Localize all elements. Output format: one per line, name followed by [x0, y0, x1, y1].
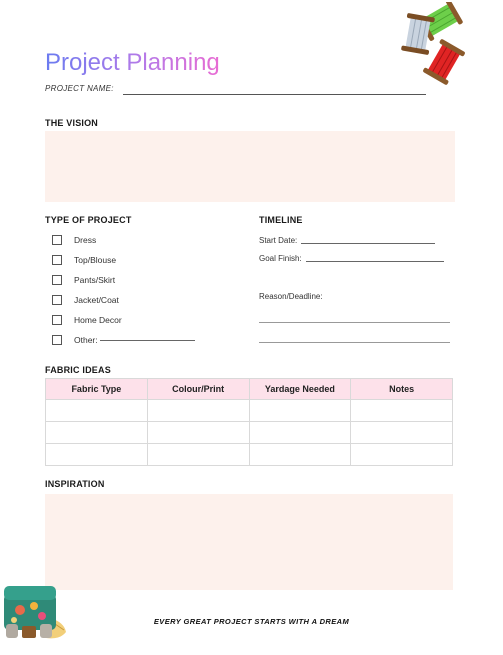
table-cell[interactable]	[351, 422, 453, 444]
table-cell[interactable]	[249, 444, 351, 466]
reason-line-2[interactable]	[259, 342, 450, 343]
inspiration-heading: INSPIRATION	[45, 479, 105, 489]
project-type-top-blouse[interactable]: Top/Blouse	[52, 253, 116, 267]
project-type-pants-skirt[interactable]: Pants/Skirt	[52, 273, 115, 287]
table-cell[interactable]	[46, 444, 148, 466]
fabric-ideas-table	[45, 378, 453, 466]
timeline-heading: TIMELINE	[259, 215, 303, 225]
table-cell[interactable]	[351, 400, 453, 422]
table-row	[46, 444, 453, 466]
checkbox[interactable]	[52, 235, 62, 245]
vision-box[interactable]	[45, 131, 455, 202]
start-date-row[interactable]	[259, 236, 435, 245]
thread-spools-illustration	[398, 2, 478, 86]
page-title: Project Planning	[45, 49, 220, 76]
inspiration-box[interactable]	[45, 494, 453, 590]
project-type-jacket-coat[interactable]: Jacket/Coat	[52, 293, 119, 307]
checkbox[interactable]	[52, 335, 62, 345]
checkbox[interactable]	[52, 275, 62, 285]
start-date-line[interactable]	[301, 243, 435, 244]
reason-line-1[interactable]	[259, 322, 450, 323]
goal-finish-line[interactable]	[306, 261, 444, 262]
column-header: Fabric Type	[46, 379, 148, 400]
project-type-other[interactable]: Other:	[52, 333, 195, 347]
footer-tagline: EVERY GREAT PROJECT STARTS WITH A DREAM	[153, 617, 350, 626]
type-of-project-heading: TYPE OF PROJECT	[45, 215, 132, 225]
table-cell[interactable]	[351, 444, 453, 466]
table-row	[46, 400, 453, 422]
sewing-box-illustration	[0, 578, 68, 644]
table-cell[interactable]	[147, 444, 249, 466]
table-cell[interactable]	[249, 400, 351, 422]
project-name-label: PROJECT NAME:	[45, 84, 114, 93]
table-cell[interactable]	[147, 400, 249, 422]
project-name-line[interactable]	[123, 94, 426, 95]
goal-finish-label: Goal Finish:	[259, 254, 302, 263]
checkbox[interactable]	[52, 255, 62, 265]
reason-deadline-label: Reason/Deadline:	[259, 292, 323, 301]
table-cell[interactable]	[249, 422, 351, 444]
table-cell[interactable]	[147, 422, 249, 444]
column-header: Notes	[351, 379, 453, 400]
project-type-dress[interactable]: Dress	[52, 233, 96, 247]
column-header: Colour/Print	[147, 379, 249, 400]
table-row	[46, 422, 453, 444]
project-type-home-decor[interactable]: Home Decor	[52, 313, 122, 327]
fabric-ideas-heading: FABRIC IDEAS	[45, 365, 111, 375]
checkbox[interactable]	[52, 295, 62, 305]
table-cell[interactable]	[46, 422, 148, 444]
other-line[interactable]	[100, 340, 195, 341]
start-date-label: Start Date:	[259, 236, 298, 245]
column-header: Yardage Needed	[249, 379, 351, 400]
checkbox[interactable]	[52, 315, 62, 325]
vision-heading: THE VISION	[45, 118, 99, 128]
goal-finish-row[interactable]	[259, 254, 444, 263]
table-cell[interactable]	[46, 400, 148, 422]
